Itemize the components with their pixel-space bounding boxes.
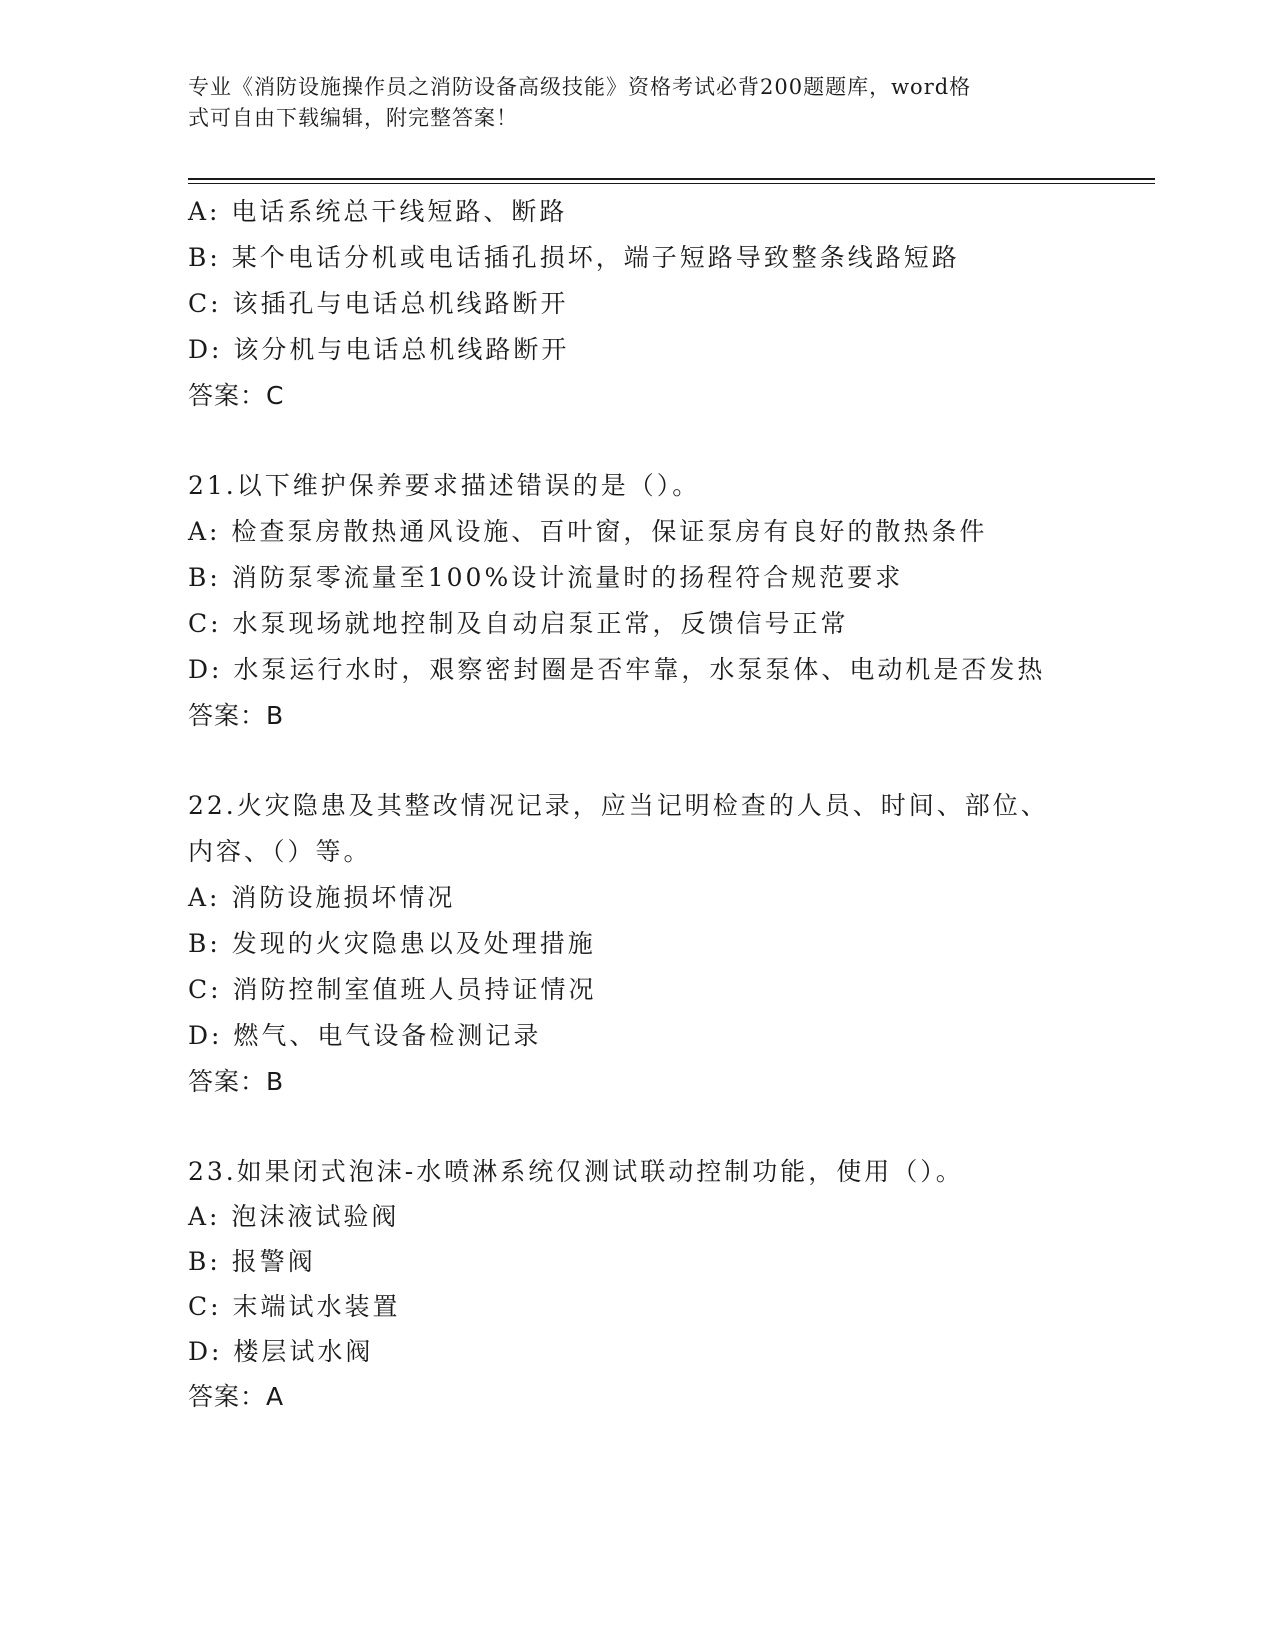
question-stem-line-2: 内容、（）等。 [188, 837, 372, 866]
option-d: D: 水泵运行水时，艰察密封圈是否牢靠，水泵泵体、电动机是否发热 [188, 655, 1046, 684]
header-title-line-1: 专业《消防设施操作员之消防设备高级技能》资格考试必背200题题库，word格 [188, 75, 972, 99]
question-gap [188, 1105, 1168, 1149]
question-gap [188, 419, 1168, 463]
option-a: A: 泡沫液试验阀 [188, 1202, 400, 1231]
question-block-prev [188, 189, 1168, 419]
question-block-23 [188, 1149, 1168, 1419]
answer-line: 答案：B [188, 701, 285, 730]
document-header [188, 72, 1078, 134]
option-a: A: 电话系统总干线短路、断路 [188, 197, 568, 226]
option-b: B: 某个电话分机或电话插孔损坏，端子短路导致整条线路短路 [188, 243, 960, 272]
option-d: D: 楼层试水阀 [188, 1337, 374, 1366]
question-block-21 [188, 463, 1168, 739]
option-c: C: 消防控制室值班人员持证情况 [188, 975, 597, 1004]
option-c: C: 末端试水装置 [188, 1292, 401, 1321]
option-b: B: 报警阀 [188, 1247, 316, 1276]
header-title-line-2: 式可自由下载编辑，附完整答案！ [188, 106, 518, 130]
answer-line: 答案：A [188, 1382, 285, 1411]
option-a: A: 消防设施损坏情况 [188, 883, 456, 912]
option-b: B: 消防泵零流量至100%设计流量时的扬程符合规范要求 [188, 563, 904, 592]
answer-line: 答案：C [188, 381, 285, 410]
question-stem-line-1: 22.火灾隐患及其整改情况记录，应当记明检查的人员、时间、部位、 [188, 791, 1049, 820]
question-stem: 21.以下维护保养要求描述错误的是（）。 [188, 471, 701, 500]
option-d: D: 该分机与电话总机线路断开 [188, 335, 570, 364]
question-content [188, 189, 1168, 1419]
answer-line: 答案：B [188, 1067, 285, 1096]
question-gap [188, 739, 1168, 783]
option-c: C: 该插孔与电话总机线路断开 [188, 289, 569, 318]
option-d: D: 燃气、电气设备检测记录 [188, 1021, 542, 1050]
option-b: B: 发现的火灾隐患以及处理措施 [188, 929, 596, 958]
question-stem: 23.如果闭式泡沫-水喷淋系统仅测试联动控制功能，使用（）。 [188, 1157, 964, 1186]
header-rule-thick [188, 178, 1155, 180]
header-rule-thin [188, 183, 1155, 184]
question-block-22 [188, 783, 1168, 1105]
option-c: C: 水泵现场就地控制及自动启泵正常，反馈信号正常 [188, 609, 849, 638]
option-a: A: 检查泵房散热通风设施、百叶窗，保证泵房有良好的散热条件 [188, 517, 988, 546]
